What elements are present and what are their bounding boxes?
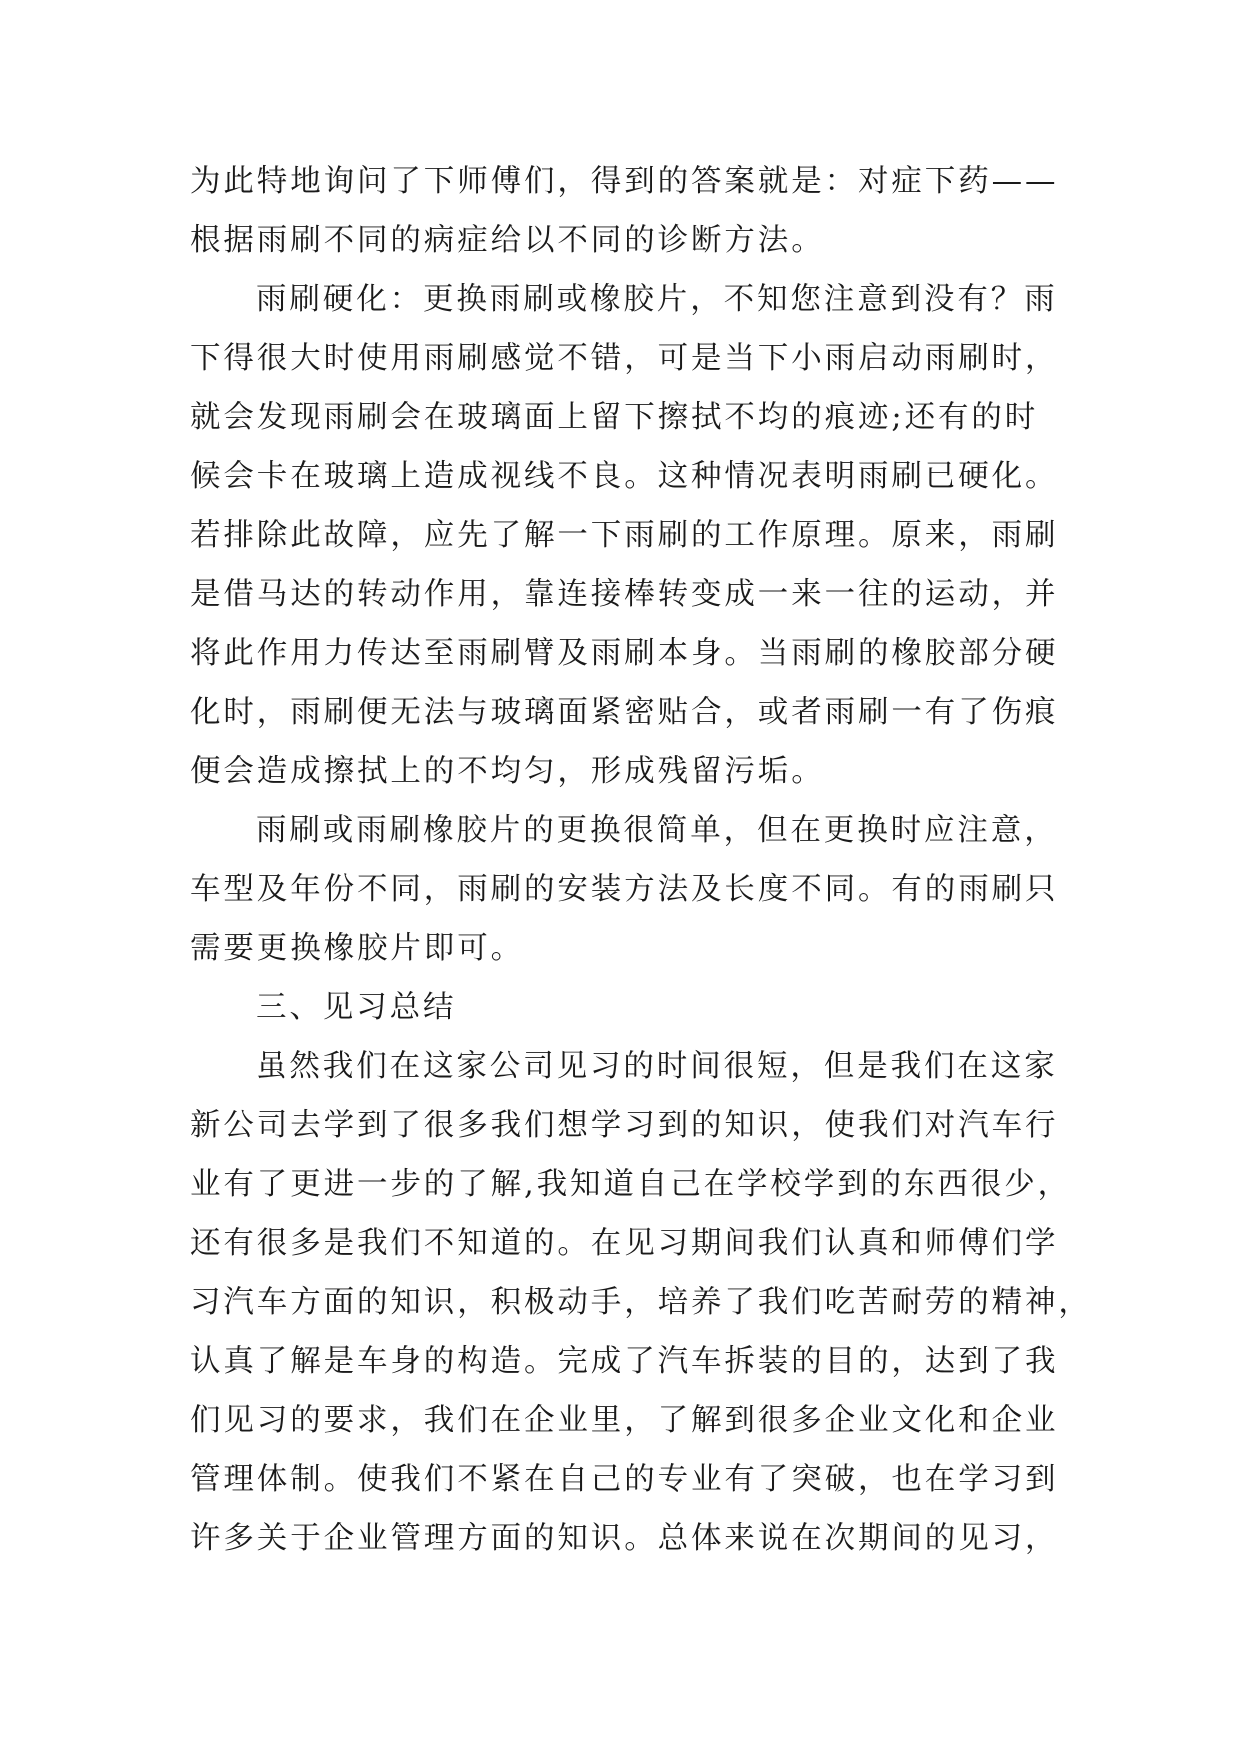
text-line: 业有了更进一步的了解,我知道自己在学校学到的东西很少， [190,1167,1071,1202]
body-text [190,152,1092,1568]
text-line: 们见习的要求，我们在企业里，了解到很多企业文化和企业 [190,1403,1059,1438]
text-line: 根据雨刷不同的病症给以不同的诊断方法。 [190,223,825,258]
text-line: 车型及年份不同，雨刷的安装方法及长度不同。有的雨刷只 [190,872,1059,907]
text-line: 习汽车方面的知识，积极动手，培养了我们吃苦耐劳的精神， [190,1285,1092,1320]
text-line: 新公司去学到了很多我们想学习到的知识，使我们对汽车行 [190,1108,1059,1143]
text-line: 候会卡在玻璃上造成视线不良。这种情况表明雨刷已硬化。 [190,459,1059,494]
text-line: 认真了解是车身的构造。完成了汽车拆装的目的，达到了我 [190,1344,1059,1379]
text-line: 为此特地询问了下师傅们，得到的答案就是：对症下药—— [190,164,1059,199]
text-line: 管理体制。使我们不紧在自己的专业有了突破，也在学习到 [190,1462,1059,1497]
text-line: 下得很大时使用雨刷感觉不错，可是当下小雨启动雨刷时， [190,341,1059,376]
text-line: 还有很多是我们不知道的。在见习期间我们认真和师傅们学 [190,1226,1059,1261]
paragraph-start-line: 虽然我们在这家公司见习的时间很短，但是我们在这家 [256,1049,1058,1084]
text-line: 就会发现雨刷会在玻璃面上留下擦拭不均的痕迹;还有的时 [190,400,1039,435]
text-line: 若排除此故障，应先了解一下雨刷的工作原理。原来，雨刷 [190,518,1059,553]
text-line: 许多关于企业管理方面的知识。总体来说在次期间的见习， [190,1521,1059,1556]
section-heading: 三、见习总结 [256,990,457,1025]
text-line: 需要更换橡胶片即可。 [190,931,524,966]
paragraph-start-line: 雨刷硬化：更换雨刷或橡胶片，不知您注意到没有？雨 [256,282,1058,317]
text-line: 是借马达的转动作用，靠连接棒转变成一来一往的运动，并 [190,577,1059,612]
text-line: 将此作用力传达至雨刷臂及雨刷本身。当雨刷的橡胶部分硬 [190,636,1059,671]
paragraph-start-line: 雨刷或雨刷橡胶片的更换很简单，但在更换时应注意， [256,813,1058,848]
text-line: 化时，雨刷便无法与玻璃面紧密贴合，或者雨刷一有了伤痕 [190,695,1059,730]
text-line: 便会造成擦拭上的不均匀，形成残留污垢。 [190,754,825,789]
